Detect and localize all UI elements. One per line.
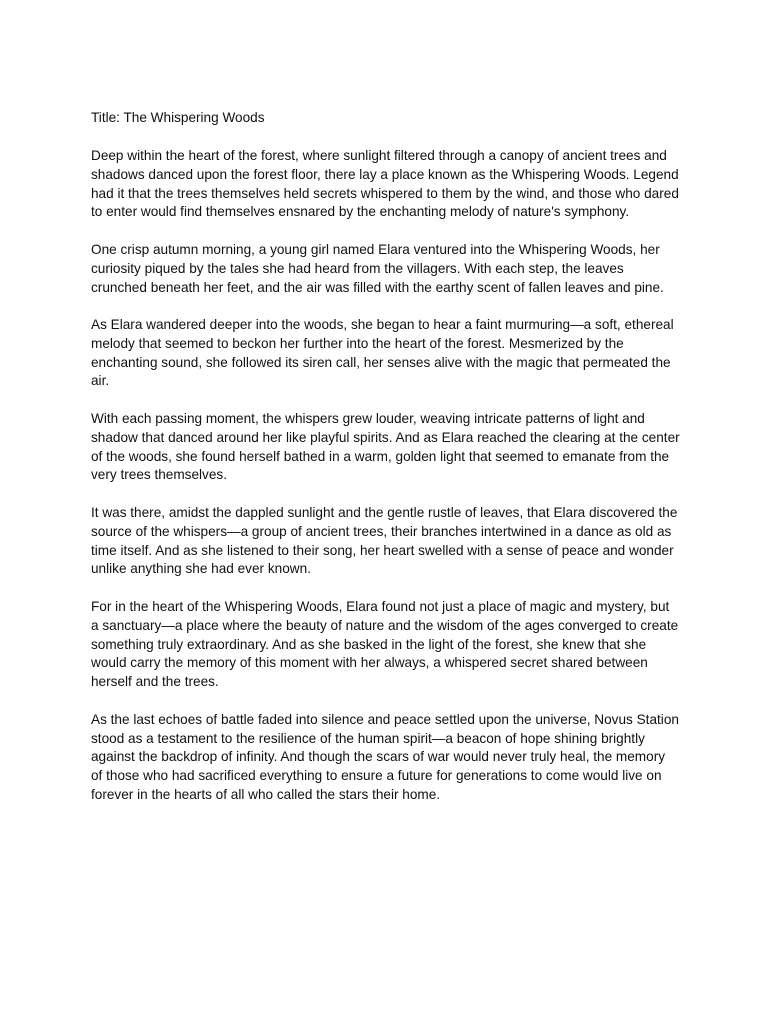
paragraph-1: Deep within the heart of the forest, where sunlight filtered through a canopy of ancient trees and shadows danced upon the forest floor, there lay a place known as the Whispering Woods. Legend had it that the trees themselves held secrets whispered to them by the wind, and those who dared to enter would find themselves ensnared by the enchanting melody of nature's symphony.	[91, 147, 679, 220]
paragraph-3: As Elara wandered deeper into the woods, she began to hear a faint murmuring—a soft, ethereal melody that seemed to beckon her further into the heart of the forest. Mesmerized by the enchanting sound, she followed its siren call, her senses alive with the magic that permeated the air.	[91, 316, 674, 389]
document-title: Title: The Whispering Woods	[91, 110, 265, 125]
paragraph-2: One crisp autumn morning, a young girl named Elara ventured into the Whispering Woods, her curiosity piqued by the tales she had heard from the villagers. With each step, the leaves crunched beneath her feet, and the air was filled with the earthy scent of fallen leaves and pine.	[91, 241, 664, 295]
paragraph-4: With each passing moment, the whispers grew louder, weaving intricate patterns of light and shadow that danced around her like playful spirits. And as Elara reached the clearing at the center of the woods, she found herself bathed in a warm, golden light that seemed to emanate from the very trees themselves.	[91, 410, 680, 483]
paragraph-7: As the last echoes of battle faded into silence and peace settled upon the universe, Novus Station stood as a testament to the resilience of the human spirit—a beacon of hope shining brightly against the backdrop of infinity. And though the scars of war would never truly heal, the memory of those who had sacrificed everything to ensure a future for generations to come would live on forever in the hearts of all who called the stars their home.	[91, 711, 679, 803]
paragraph-6: For in the heart of the Whispering Woods, Elara found not just a place of magic and mystery, but a sanctuary—a place where the beauty of nature and the wisdom of the ages converged to create something truly extraordinary. And as she basked in the light of the forest, she knew that she would carry the memory of this moment with her always, a whispered secret shared between herself and the trees.	[91, 598, 679, 690]
paragraph-5: It was there, amidst the dappled sunlight and the gentle rustle of leaves, that Elara discovered the source of the whispers—a group of ancient trees, their branches intertwined in a dance as old as time itself. And as she listened to their song, her heart swelled with a sense of peace and wonder unlike anything she had ever known.	[91, 504, 678, 577]
